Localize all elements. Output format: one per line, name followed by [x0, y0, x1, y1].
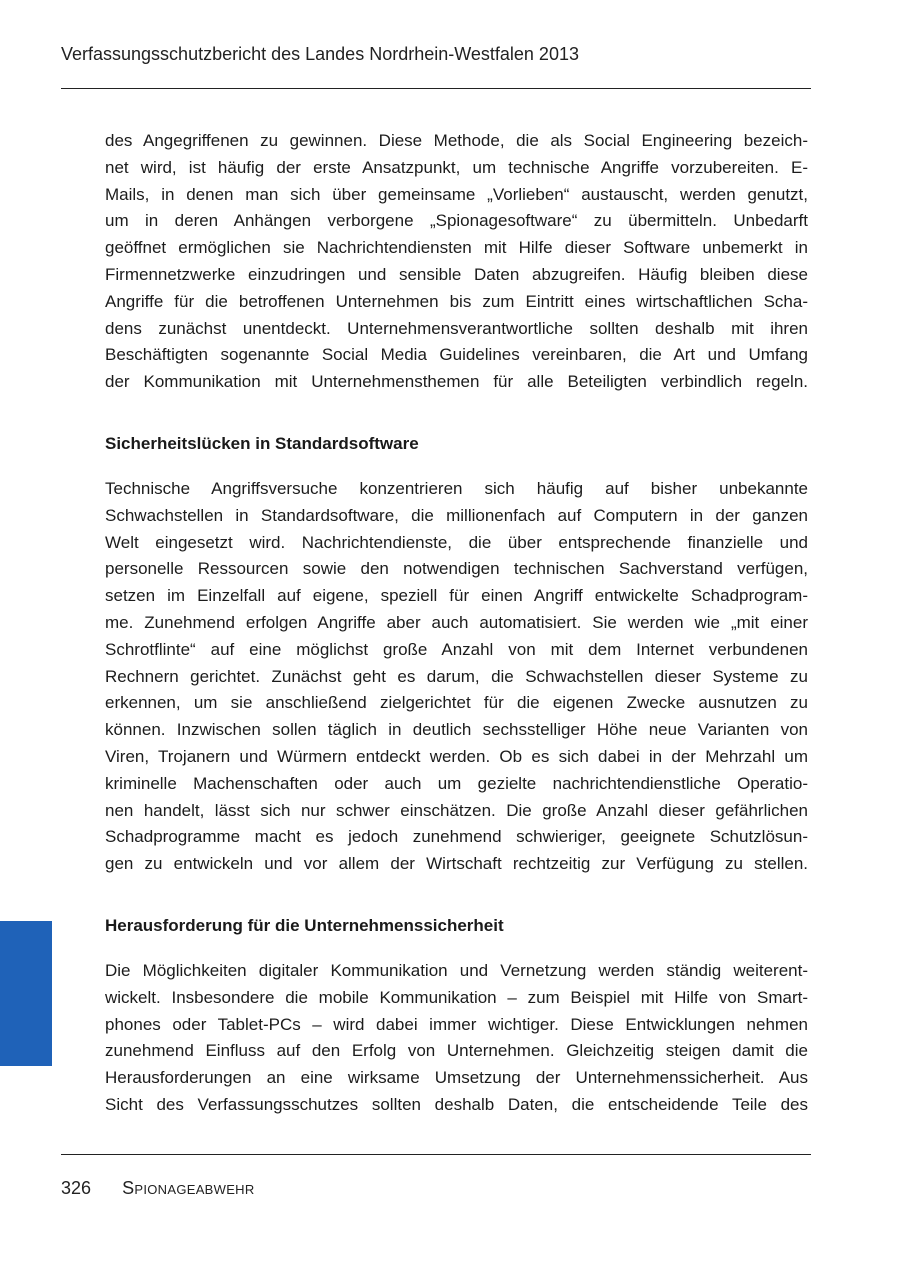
text-line: erkennen, um sie anschließend zielgerichtet für die eigenen Zwecke ausnutzen zu: [105, 693, 808, 713]
text-line: nen handelt, lässt sich nur schwer einschätzen. Die große Anzahl dieser gefährlichen: [105, 800, 808, 820]
chapter-tab-marker: [0, 921, 52, 1066]
text-line: me. Zunehmend erfolgen Angriffe aber auch automatisiert. Sie werden wie „mit einer: [105, 612, 808, 632]
paragraph-unternehmenssicherheit: [105, 958, 808, 1119]
text-line: können. Inzwischen sollen täglich in deutlich sechsstelliger Höhe neue Varianten von: [105, 720, 808, 740]
header-rule: [61, 88, 811, 89]
section-heading-standardsoftware: Sicherheitslücken in Standardsoftware: [105, 433, 419, 453]
text-line: Angriffe für die betroffenen Unternehmen bis zum Eintritt eines wirtschaftlichen Scha-: [105, 291, 808, 311]
text-line: Beschäftigten sogenannte Social Media Guidelines vereinbaren, die Art und Umfang: [105, 345, 808, 365]
text-line: kriminelle Machenschaften oder auch um gezielte nachrichtendienstliche Operatio-: [105, 773, 808, 793]
text-line: Rechnern gerichtet. Zunächst geht es darum, die Schwachstellen dieser Systeme zu: [105, 666, 808, 686]
page-body: [105, 128, 808, 1119]
text-line: Schwachstellen in Standardsoftware, die millionenfach auf Computern in der ganzen: [105, 505, 808, 525]
text-line: Sicht des Verfassungsschutzes sollten deshalb Daten, die entscheidende Teile des: [105, 1094, 808, 1114]
text-line: net wird, ist häufig der erste Ansatzpunkt, um technische Angriffe vorzubereiten. E-: [105, 157, 808, 177]
text-line: geöffnet ermöglichen sie Nachrichtendiensten mit Hilfe dieser Software unbemerkt in: [105, 238, 808, 258]
text-line: gen zu entwickeln und vor allem der Wirtschaft rechtzeitig zur Verfügung zu stellen.: [105, 854, 808, 874]
running-header: Verfassungsschutzbericht des Landes Nordrhein-Westfalen 2013: [61, 44, 579, 64]
text-line: des Angegriffenen zu gewinnen. Diese Methode, die als Social Engineering bezeich-: [105, 131, 808, 150]
text-line: Mails, in denen man sich über gemeinsame „Vorlieben“ austauscht, werden genutzt,: [105, 184, 808, 204]
text-line: Herausforderungen an eine wirksame Umsetzung der Unternehmenssicherheit. Aus: [105, 1068, 808, 1088]
text-line: Die Möglichkeiten digitaler Kommunikation und Vernetzung werden ständig weiterent-: [105, 960, 808, 980]
paragraph-standardsoftware: [105, 476, 808, 878]
text-line: der Kommunikation mit Unternehmensthemen für alle Beteiligten verbindlich regeln.: [105, 372, 808, 392]
page-number: 326: [61, 1178, 92, 1198]
text-line: personelle Ressourcen sowie den notwendigen technischen Sachverstand verfügen,: [105, 559, 808, 579]
paragraph-social-engineering: [105, 128, 808, 396]
text-line: setzen im Einzelfall auf eigene, speziell für einen Angriff entwickelte Schadprogram-: [105, 586, 808, 606]
text-line: Viren, Trojanern und Würmern entdeckt werden. Ob es sich dabei in der Mehrzahl um: [105, 746, 808, 766]
text-line: Schadprogramme macht es jedoch zunehmend schwieriger, geeignete Schutzlösun-: [105, 827, 808, 847]
text-line: Schrotflinte“ auf eine möglichst große Anzahl von mit dem Internet verbundenen: [105, 639, 808, 659]
section-heading-unternehmenssicherheit: Herausforderung für die Unternehmenssicherheit: [105, 915, 504, 935]
text-line: dens zunächst unentdeckt. Unternehmensverantwortliche sollten deshalb mit ihren: [105, 318, 808, 338]
footer-section-title: Spionageabwehr: [122, 1178, 255, 1198]
text-line: Technische Angriffsversuche konzentrieren sich häufig auf bisher unbekannte: [105, 478, 808, 498]
text-line: phones oder Tablet-PCs – wird dabei immer wichtiger. Diese Entwicklungen nehmen: [105, 1014, 808, 1034]
text-line: wickelt. Insbesondere die mobile Kommunikation – zum Beispiel mit Hilfe von Smart-: [105, 987, 808, 1007]
text-line: zunehmend Einfluss auf den Erfolg von Unternehmen. Gleichzeitig steigen damit die: [105, 1041, 808, 1061]
text-line: Welt eingesetzt wird. Nachrichtendienste, die über entsprechende finanzielle und: [105, 532, 808, 552]
footer-rule: [61, 1154, 811, 1155]
page-footer: [61, 1178, 255, 1199]
text-line: um in deren Anhängen verborgene „Spionagesoftware“ zu übermitteln. Unbedarft: [105, 211, 808, 231]
text-line: Firmennetzwerke einzudringen und sensible Daten abzugreifen. Häufig bleiben diese: [105, 264, 808, 284]
